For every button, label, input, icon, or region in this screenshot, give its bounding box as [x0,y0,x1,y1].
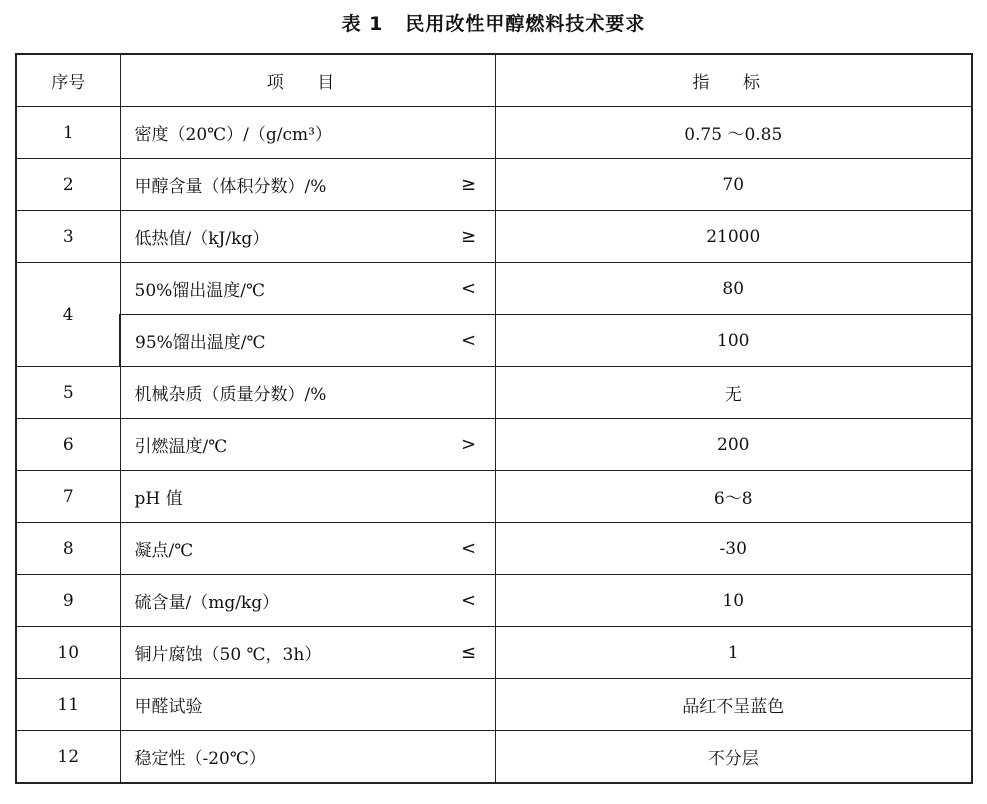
row-value: 21000 [495,211,972,263]
row-item-cell [120,107,495,159]
row-number: 8 [16,523,120,575]
row-item-cell [120,679,495,731]
row-value: 70 [495,159,972,211]
row-comparator: < [460,590,477,611]
row-comparator: < [460,330,477,351]
header-item: 项 目 [120,54,495,107]
row-number: 3 [16,211,120,263]
row-item-cell [120,263,495,315]
row-item-cell [120,211,495,263]
row-number: 1 [16,107,120,159]
row-comparator: ≥ [460,226,477,247]
row-item-cell [120,419,495,471]
header-row [16,54,972,107]
table-number: 表 1 [341,13,384,35]
table-row [16,419,972,471]
row-comparator: < [460,538,477,559]
row-value: 6～8 [495,471,972,523]
table-row [16,679,972,731]
row-value: 100 [495,315,972,367]
table-title: 民用改性甲醇燃料技术要求 [405,13,646,35]
row-item-cell [120,523,495,575]
row-comparator: < [460,278,477,299]
row-value: 无 [495,367,972,419]
row-item-cell [120,731,495,784]
table-row [16,731,972,784]
row-item: 密度（20℃）/（g/cm³） [134,125,332,145]
row-number: 9 [16,575,120,627]
row-item: 稳定性（-20℃） [134,749,266,769]
table-row [16,367,972,419]
table-row [16,471,972,523]
row-item: 低热值/（kJ/kg） [134,229,270,249]
row-item: 50%馏出温度/℃ [134,281,266,301]
row-value: 不分层 [495,731,972,784]
row-number: 5 [16,367,120,419]
header-no: 序号 [16,54,120,107]
table-row [16,575,972,627]
header-value: 指 标 [495,54,972,107]
row-item: 铜片腐蚀（50 ℃，3h） [134,645,322,665]
row-value: 1 [495,627,972,679]
row-item: 机械杂质（质量分数）/% [134,385,327,405]
row-item: 凝点/℃ [134,541,194,561]
row-item: pH 值 [134,489,183,509]
row-item: 引燃温度/℃ [134,437,228,457]
row-comparator: ≥ [460,174,477,195]
table-row [16,315,972,367]
table-row [16,159,972,211]
table-row [16,107,972,159]
row-number: 7 [16,471,120,523]
row-item: 甲醛试验 [134,697,203,717]
table-row [16,523,972,575]
table-row [16,211,972,263]
row-value: -30 [495,523,972,575]
row-item-cell [120,159,495,211]
row-item-cell [120,575,495,627]
row-number: 10 [16,627,120,679]
row-item-cell [120,367,495,419]
row-comparator: ≤ [460,642,477,663]
row-number: 11 [16,679,120,731]
row-item-cell [120,627,495,679]
row-number: 6 [16,419,120,471]
table-caption [0,8,987,40]
table-row [16,263,972,315]
row-number: 2 [16,159,120,211]
row-item-cell [120,315,495,367]
row-value: 200 [495,419,972,471]
spec-table [15,53,973,784]
row-item: 95%馏出温度/℃ [135,333,266,353]
row-comparator: > [460,434,477,455]
table-row [16,627,972,679]
row-item: 甲醇含量（体积分数）/% [134,177,327,197]
row-value: 品红不呈蓝色 [495,679,972,731]
row-item-cell [120,471,495,523]
row-number: 4 [16,263,120,367]
row-value: 10 [495,575,972,627]
row-value: 80 [495,263,972,315]
row-value: 0.75 ～0.85 [495,107,972,159]
row-number: 12 [16,731,120,784]
row-item: 硫含量/（mg/kg） [134,593,280,613]
